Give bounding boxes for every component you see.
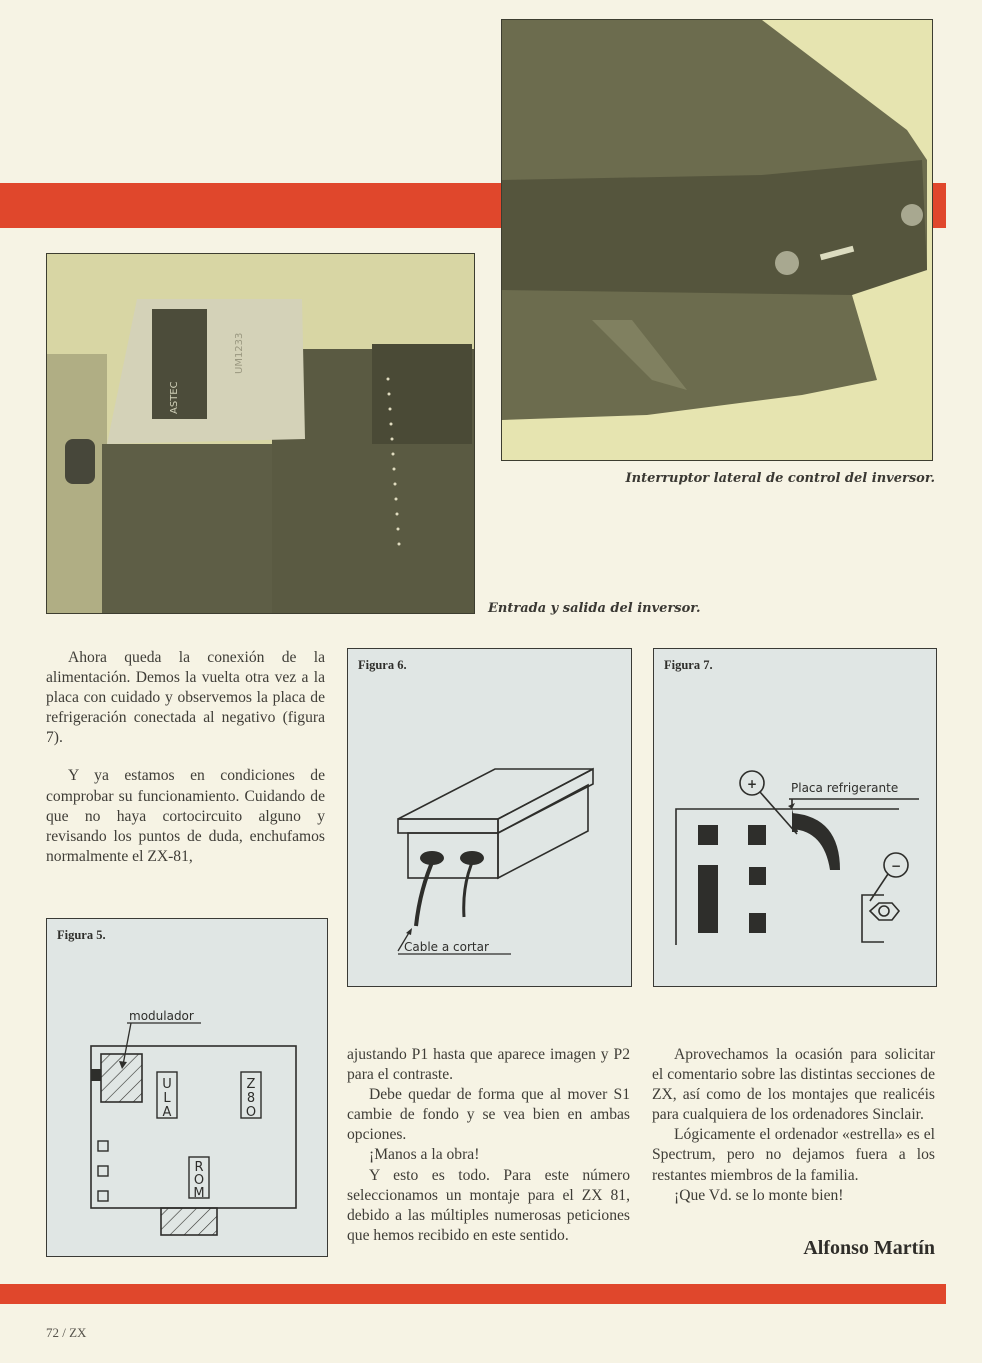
cable-2 xyxy=(464,858,474,917)
svg-text:ASTEC: ASTEC xyxy=(169,381,180,414)
figure-5 xyxy=(46,918,328,1257)
paragraph: ¡Que Vd. se lo monte bien! xyxy=(674,1186,844,1204)
caption-inverter-switch: Interruptor lateral de control del inversor. xyxy=(625,471,935,486)
paragraph: Ahora queda la conexión de la alimentación. Demos la vuelta otra vez a la placa con cuidado y observemos la placa de refrigeración conectada al negativo (figura 7). xyxy=(46,649,325,747)
paragraph: Debe quedar de forma que al mover S1 cambie de fondo y se vea bien en ambas opciones. xyxy=(347,1086,630,1144)
photo-inverter-io-image xyxy=(47,254,474,613)
caption-inverter-io: Entrada y salida del inversor. xyxy=(488,601,701,616)
modulator-block xyxy=(101,1054,142,1102)
pad xyxy=(748,825,766,845)
paragraph: ajustando P1 hasta que aparece imagen y P2 para el contraste. xyxy=(347,1046,630,1084)
plus-symbol: + xyxy=(747,777,758,791)
figure-6-title: Figura 6. xyxy=(358,658,407,672)
pad xyxy=(98,1166,108,1176)
pad xyxy=(98,1141,108,1151)
edge-connector xyxy=(161,1208,217,1235)
page-folio: 72 / ZX xyxy=(46,1325,87,1340)
body-column-right xyxy=(652,1045,935,1206)
body-column-left xyxy=(46,648,325,867)
chip-ula-letter: A xyxy=(162,1105,172,1120)
figure-7-drawing xyxy=(654,649,936,986)
chip-rom-letter: M xyxy=(193,1186,205,1201)
chip-rom-letter: O xyxy=(193,1173,205,1188)
plate-label: Placa refrigerante xyxy=(791,781,899,795)
body-column-middle xyxy=(347,1045,630,1246)
pad xyxy=(749,913,766,933)
chip-z80-letter: Z xyxy=(246,1077,256,1092)
chip-ula-letter: U xyxy=(162,1077,172,1092)
author-byline: Alfonso Martín xyxy=(803,1237,935,1259)
pad xyxy=(98,1191,108,1201)
pad xyxy=(749,867,766,885)
paragraph: Y ya estamos en condiciones de comprobar su funcionamiento. Cuidando de que no haya cortocircuito alguno y revisando los puntos de duda, enchufamos normalmente el ZX-81, xyxy=(46,767,325,865)
bottom-accent-band xyxy=(0,1284,946,1304)
box-lid-front xyxy=(398,819,498,833)
photo-inverter-switch-image xyxy=(502,20,932,460)
pad xyxy=(698,865,718,933)
box-side xyxy=(498,785,588,878)
chip-z80-letter: 8 xyxy=(246,1091,256,1106)
figure-7 xyxy=(653,648,937,987)
photo-inverter-switch xyxy=(501,19,933,461)
paragraph: Y esto es todo. Para este número seleccionamos un montaje para el ZX 81, debido a las múltiples numerosas peticiones que hemos recibido en este sentido. xyxy=(347,1166,630,1244)
pad xyxy=(698,825,718,845)
figure-5-drawing xyxy=(47,919,327,1256)
chip-rom-letter: R xyxy=(194,1160,204,1175)
paragraph: Aprovechamos la ocasión para solicitar el comentario sobre las distintas secciones de ZX, así como de los montajes que realicéis para cualquiera de los ordenadores Sinclair. xyxy=(652,1046,935,1124)
figure-7-title: Figura 7. xyxy=(664,658,713,672)
paragraph: Lógicamente el ordenador «estrella» es el Spectrum, pero no dejamos fuera a los restantes miembros de la familia. xyxy=(652,1126,935,1184)
cable-1 xyxy=(416,858,434,926)
figure-6 xyxy=(347,648,632,987)
figure-5-title: Figura 5. xyxy=(57,928,106,942)
chip-z80-letter: O xyxy=(245,1105,257,1120)
chip-ula-letter: L xyxy=(163,1091,171,1106)
heat-sink-plate xyxy=(792,813,840,870)
photo-inverter-io xyxy=(46,253,475,614)
figure-6-drawing xyxy=(348,649,631,986)
modulator-connector xyxy=(91,1069,101,1081)
minus-symbol: − xyxy=(891,859,902,873)
box-top xyxy=(398,769,593,819)
svg-text:UM1233: UM1233 xyxy=(234,332,245,374)
paragraph: ¡Manos a la obra! xyxy=(369,1146,480,1164)
modulator-label: modulador xyxy=(129,1009,194,1023)
cable-label: Cable a cortar xyxy=(404,940,489,954)
